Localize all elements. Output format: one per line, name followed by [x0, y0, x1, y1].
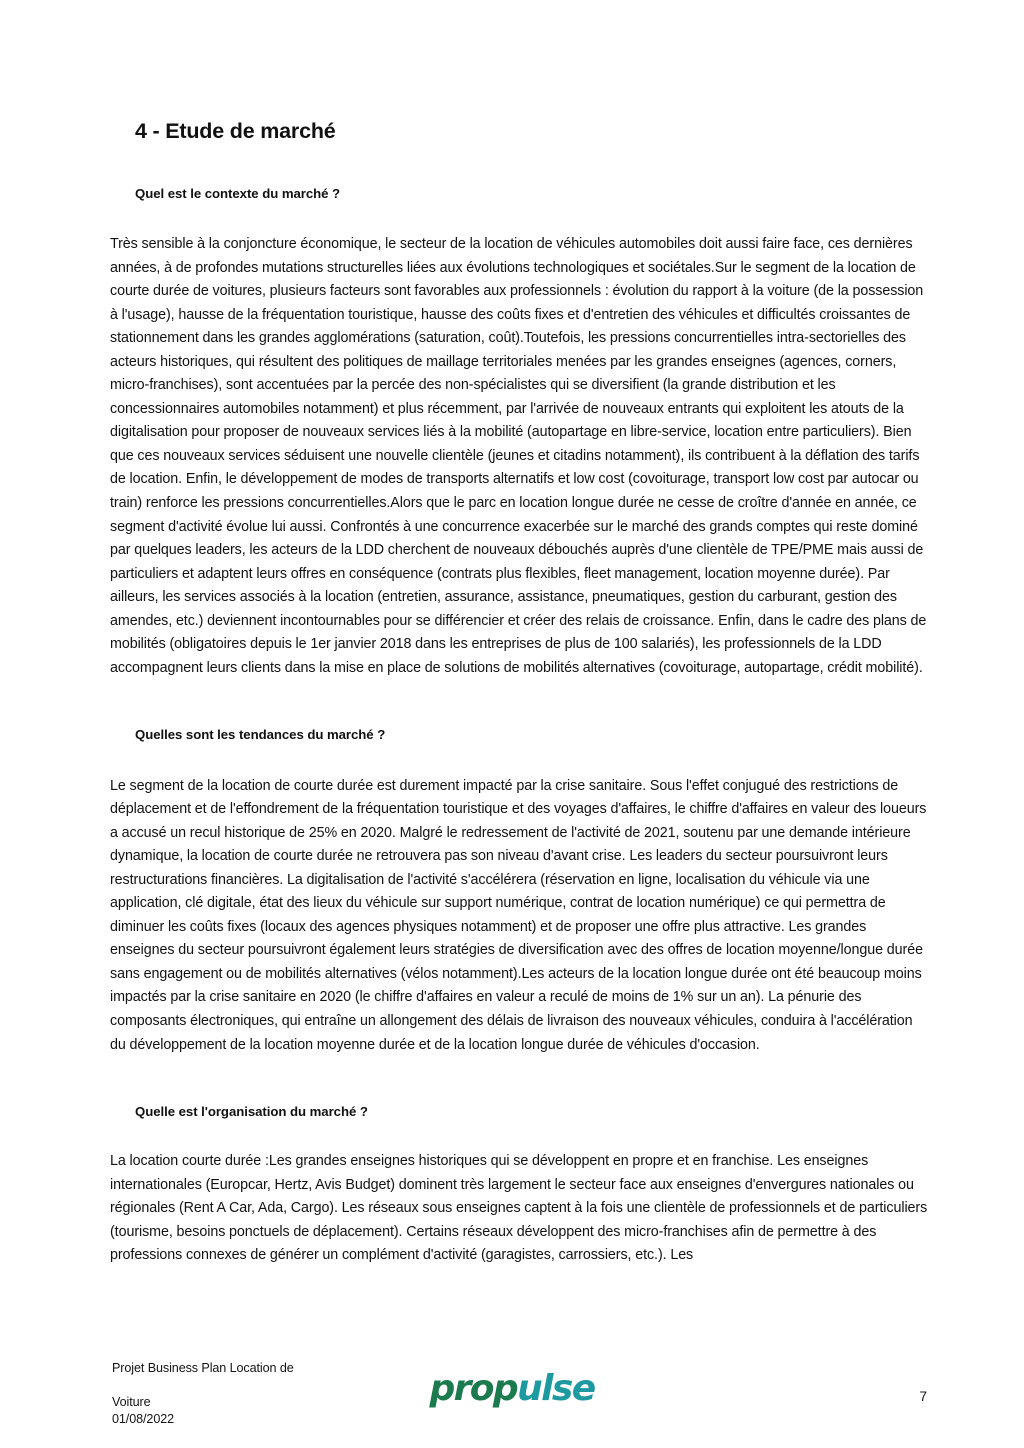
page-number: 7: [919, 1389, 927, 1404]
section-heading-organisation: Quelle est l'organisation du marché ?: [135, 1104, 368, 1120]
section-heading-contexte: Quel est le contexte du marché ?: [135, 185, 341, 201]
document-content: [110, 0, 928, 1268]
section-heading-tendances: Quelles sont les tendances du marché ?: [135, 727, 386, 743]
page-footer: [0, 1340, 1024, 1448]
footer-project-title: Projet Business Plan Location de: [112, 1361, 294, 1375]
logo-text-secondary: ulse: [517, 1368, 595, 1409]
logo-text-primary: prop: [429, 1368, 518, 1409]
section-paragraph-tendances: Le segment de la location de courte durée est durement impacté par la crise sanitaire. Sous l'effet conjugué des restrictions de déplacement et de l'effondrement de la fréquentation touristique et des voyages d'affaires, le chiffre d'affaires en valeur des loueurs a accusé un recul historique de 25% en 2020. Malgré le redressement de l'activité de 2021, soutenu par une demande intérieure dynamique, la location de courte durée ne retrouvera pas son niveau d'avant crise. Les leaders du secteur poursuivront leurs restructurations financières. La digitalisation de l'activité s'accélérera (réservation en ligne, localisation du véhicule via une application, clé digitale, état des lieux du véhicule sur support numérique, contrat de location numérique) ce qui permettra de diminuer les coûts fixes (locaux des agences physiques notamment) et de proposer une offre plus attractive. Les grandes enseignes du secteur poursuivront également leurs stratégies de diversification avec des offres de location moyenne/longue durée sans engagement ou de mobilités alternatives (vélos notamment).Les acteurs de la location longue durée ont été beaucoup moins impactés par la crise sanitaire en 2020 (le chiffre d'affaires en valeur a reculé de moins de 1% sur un an). La pénurie des composants électroniques, qui entraîne un allongement des délais de livraison des nouveaux véhicules, conduira à l'accélération du développement de la location moyenne durée et de la location longue durée de véhicules d'occasion.: [110, 777, 927, 1053]
section-paragraph-contexte: Très sensible à la conjoncture économique, le secteur de la location de véhicules automobiles doit aussi faire face, ces dernières années, à de profondes mutations structurelles liées aux évolutions technologiques et sociétales.Sur le segment de la location de courte durée de voitures, plusieurs facteurs sont favorables aux professionnels : évolution du rapport à la voiture (de la possession à l'usage), hausse de la fréquentation touristique, hausse des coûts fixes et d'entretien des véhicules et difficultés croissantes de stationnement dans les grandes agglomérations (saturation, coût).Toutefois, les pressions concurrentielles intra-sectorielles des acteurs historiques, qui résultent des politiques de maillage territoriales menées par les grandes enseignes (agences, corners, micro-franchises), sont accentuées par la percée des non-spécialistes qui se diversifient (la grande distribution et les concessionnaires automobiles notamment) et plus récemment, par l'arrivée de nouveaux entrants qui exploitent les atouts de la digitalisation pour proposer de nouveaux services liés à la mobilité (autopartage en libre-service, location entre particuliers). Bien que ces nouveaux services séduisent une nouvelle clientèle (jeunes et citadins notamment), ils contribuent à la déflation des tarifs de location. Enfin, le développement de modes de transports alternatifs et low cost (covoiturage, transport low cost par autocar ou train) renforce les pressions concurrentielles.Alors que le parc en location longue durée ne cesse de croître d'année en année, ce segment d'activité évolue lui aussi. Confrontés à une concurrence exacerbée sur le marché des grands comptes qui reste dominé par quelques leaders, les acteurs de la LDD cherchent de nouveaux débouchés auprès d'une clientèle de TPE/PME mais aussi de particuliers et adaptent leurs offres en conséquence (contrats plus flexibles, fleet management, location moyenne durée). Par ailleurs, les services associés à la location (entretien, assurance, assistance, pneumatiques, gestion du carburant, gestion des amendes, etc.) deviennent incontournables pour se différencier et créer des relais de croissance. Enfin, dans le cadre des plans de mobilités (obligatoires depuis le 1er janvier 2018 dans les entreprises de plus de 100 salariés), les professionnels de la LDD accompagnent leurs clients dans la mise en place de solutions de mobilités alternatives (covoiturage, autopartage, crédit mobilité).: [110, 235, 927, 676]
section-paragraph-organisation: La location courte durée :Les grandes enseignes historiques qui se développent en propre et en franchise. Les enseignes internationales (Europcar, Hertz, Avis Budget) dominent très largement le secteur face aux enseignes d'envergures nationales ou régionales (Rent A Car, Ada, Cargo). Les réseaux sous enseignes captent à la fois une clientèle de professionnels et de particuliers (tourisme, besoins ponctuels de déplacement). Certains réseaux développent des micro-franchises afin de permettre à des professions connexes de générer un complément d'activité (garagistes, carrossiers, etc.). Les: [110, 1153, 928, 1264]
footer-date: 01/08/2022: [112, 1412, 175, 1426]
page-title: 4 - Etude de marché: [135, 119, 336, 143]
footer-project-subject: Voiture: [112, 1395, 151, 1409]
